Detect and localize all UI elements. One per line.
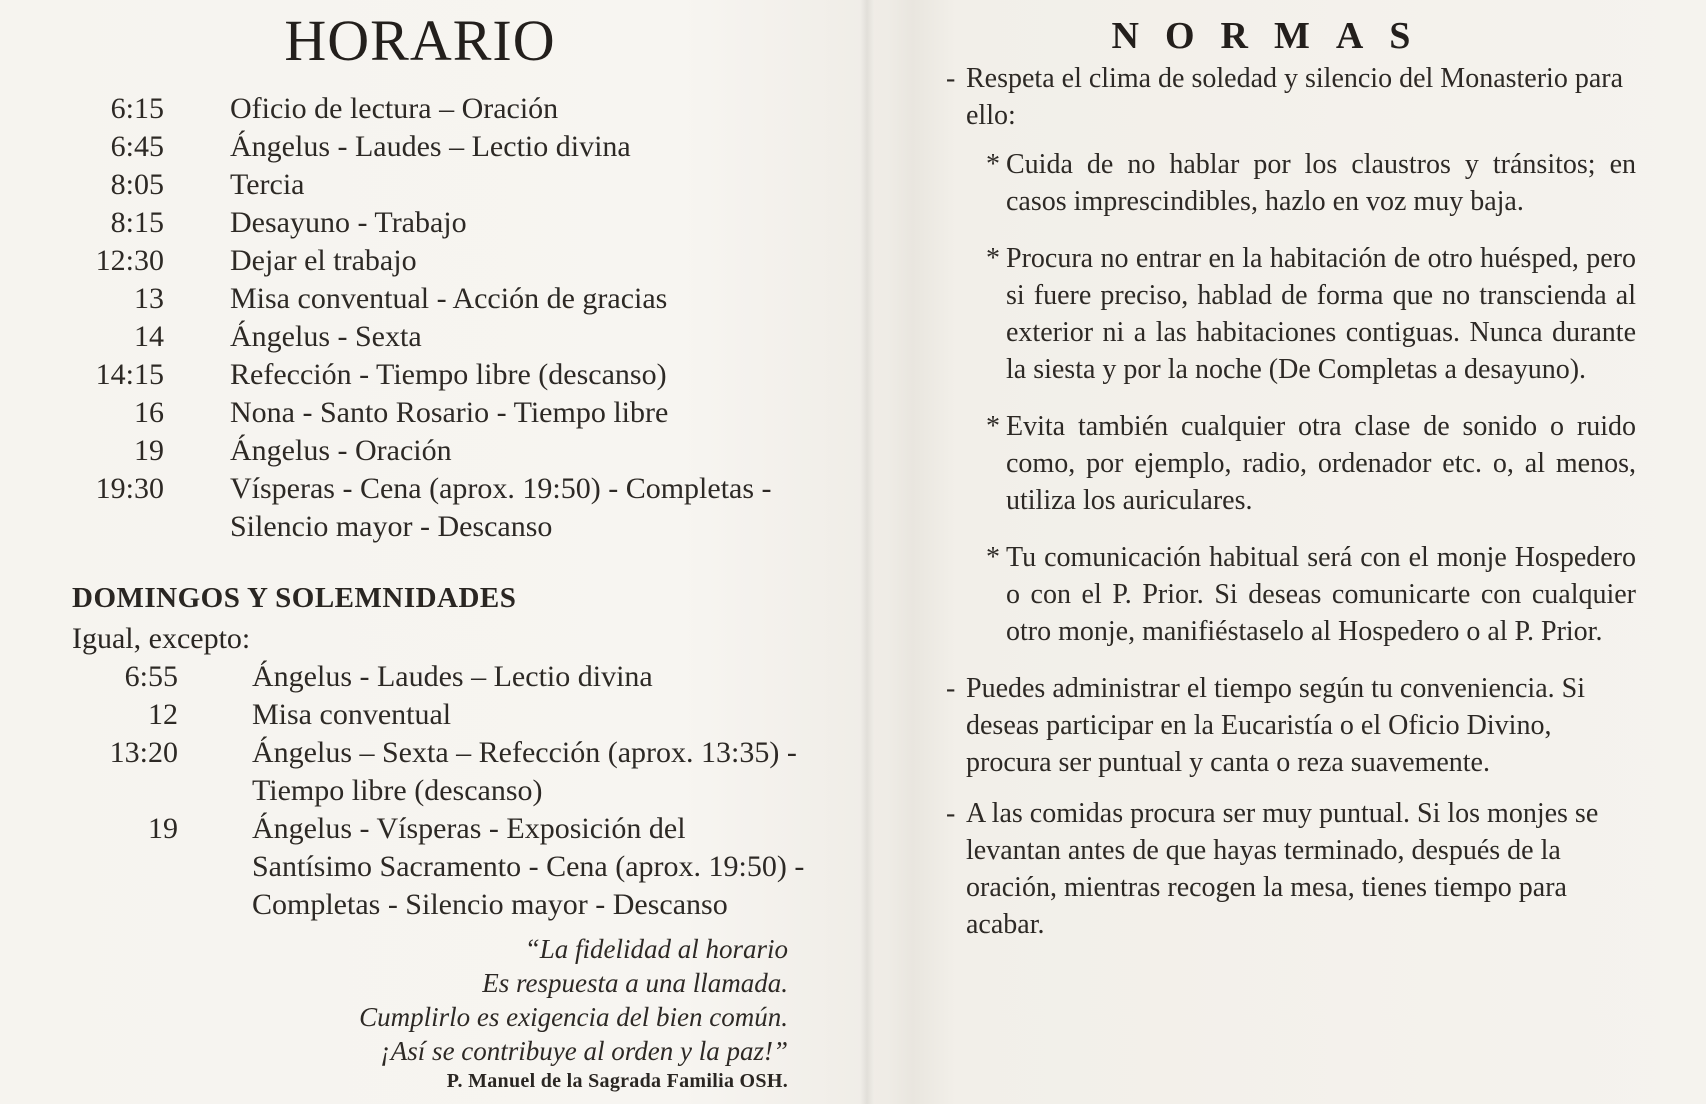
sub-rule bbox=[966, 408, 1636, 519]
sub-rule bbox=[966, 240, 1636, 388]
schedule-row bbox=[62, 90, 822, 128]
schedule-time bbox=[72, 848, 182, 886]
normas-title: NORMAS bbox=[1111, 15, 1437, 57]
quote-line: Es respuesta a una llamada. bbox=[482, 968, 788, 998]
schedule-activity: Ángelus – Sexta – Refección (aprox. 13:35) - bbox=[252, 736, 797, 769]
weekday-schedule bbox=[62, 90, 822, 546]
schedule-row bbox=[72, 886, 832, 924]
schedule-row bbox=[62, 128, 822, 166]
schedule-row bbox=[62, 470, 822, 508]
schedule-time: 14 bbox=[134, 320, 164, 353]
schedule-time: 19:30 bbox=[95, 472, 164, 505]
schedule-activity: Desayuno - Trabajo bbox=[230, 206, 467, 239]
schedule-activity: Ángelus - Sexta bbox=[230, 320, 422, 353]
sub-rule bbox=[966, 539, 1636, 650]
schedule-activity: Ángelus - Laudes – Lectio divina bbox=[230, 130, 631, 163]
schedule-row bbox=[72, 658, 832, 696]
schedule-time bbox=[72, 886, 182, 924]
sub-rule bbox=[966, 146, 1636, 220]
schedule-activity: Ángelus - Oración bbox=[230, 434, 452, 467]
schedule-time: 19 bbox=[148, 812, 178, 845]
quote bbox=[268, 932, 788, 1068]
sub-rule-text: Cuida de no hablar por los claustros y tránsitos; en casos imprescindibles, hazlo en voz muy baja. bbox=[1006, 149, 1636, 217]
schedule-activity: Refección - Tiempo libre (descanso) bbox=[230, 358, 667, 391]
schedule-time: 13:20 bbox=[109, 736, 178, 769]
schedule-time: 12:30 bbox=[95, 244, 164, 277]
schedule-time: 12 bbox=[148, 698, 178, 731]
schedule-activity: Vísperas - Cena (aprox. 19:50) - Completas - bbox=[230, 472, 772, 505]
schedule-time: 6:45 bbox=[110, 130, 164, 163]
dash-bullet: - bbox=[946, 673, 956, 704]
schedule-time: 8:15 bbox=[110, 206, 164, 239]
rules-list bbox=[946, 60, 1636, 957]
horario-title: HORARIO bbox=[284, 8, 556, 73]
schedule-row bbox=[62, 356, 822, 394]
schedule-activity: Ángelus - Vísperas - Exposición del bbox=[252, 812, 686, 845]
dash-bullet: - bbox=[946, 798, 956, 829]
schedule-activity: Silencio mayor - Descanso bbox=[230, 510, 553, 543]
sub-rule-text: Procura no entrar en la habitación de otro huésped, pero si fuere preciso, hablad de forma que no transcienda al exterior ni a las habitaciones contiguas. Nunca durante la siesta y por la noche (De Completas a desayuno). bbox=[1006, 243, 1636, 385]
quote-author: P. Manuel de la Sagrada Familia OSH. bbox=[446, 1070, 788, 1092]
schedule-row bbox=[62, 166, 822, 204]
schedule-row bbox=[62, 432, 822, 470]
schedule-row bbox=[72, 696, 832, 734]
schedule-activity: Completas - Silencio mayor - Descanso bbox=[252, 888, 728, 921]
rule-text: A las comidas procura ser muy puntual. Si los monjes se levantan antes de que hayas terminado, después de la oración, mientras recogen la mesa, tienes tiempo para acabar. bbox=[966, 798, 1599, 940]
star-bullet: * bbox=[986, 243, 1000, 274]
schedule-row bbox=[72, 810, 832, 848]
normas-page bbox=[874, 0, 1706, 1104]
schedule-row bbox=[62, 508, 822, 546]
quote-line: ¡Así se contribuye al orden y la paz!” bbox=[380, 1036, 788, 1066]
rule-meals bbox=[946, 795, 1636, 943]
schedule-row bbox=[72, 772, 832, 810]
schedule-row bbox=[62, 242, 822, 280]
schedule-activity: Tercia bbox=[230, 168, 305, 201]
sub-rule-text: Tu comunicación habitual será con el monje Hospedero o con el P. Prior. Si deseas comunicarte con cualquier otro monje, manifiéstaselo al Hospedero o al P. Prior. bbox=[1006, 542, 1636, 647]
schedule-time: 13 bbox=[134, 282, 164, 315]
schedule-activity: Misa conventual - Acción de gracias bbox=[230, 282, 668, 315]
schedule-row bbox=[62, 280, 822, 318]
rule-silence bbox=[946, 60, 1636, 650]
schedule-time bbox=[62, 508, 168, 546]
rule-time bbox=[946, 670, 1636, 781]
schedule-activity: Oficio de lectura – Oración bbox=[230, 92, 559, 125]
schedule-time: 19 bbox=[134, 434, 164, 467]
star-bullet: * bbox=[986, 149, 1000, 180]
sunday-schedule bbox=[72, 658, 832, 924]
dash-bullet: - bbox=[946, 63, 956, 94]
rule-text: Puedes administrar el tiempo según tu conveniencia. Si deseas participar en la Eucaristía o el Oficio Divino, procura ser puntual y canta o reza suavemente. bbox=[966, 673, 1585, 778]
schedule-activity: Nona - Santo Rosario - Tiempo libre bbox=[230, 396, 669, 429]
schedule-time: 8:05 bbox=[110, 168, 164, 201]
schedule-time: 14:15 bbox=[95, 358, 164, 391]
schedule-activity: Tiempo libre (descanso) bbox=[252, 774, 543, 807]
schedule-time: 16 bbox=[134, 396, 164, 429]
schedule-time: 6:55 bbox=[124, 660, 178, 693]
schedule-activity: Santísimo Sacramento - Cena (aprox. 19:50) - bbox=[252, 850, 805, 883]
star-bullet: * bbox=[986, 411, 1000, 442]
sunday-heading: DOMINGOS Y SOLEMNIDADES bbox=[72, 582, 517, 614]
schedule-row bbox=[72, 848, 832, 886]
star-bullet: * bbox=[986, 542, 1000, 573]
schedule-row bbox=[72, 734, 832, 772]
quote-line: Cumplirlo es exigencia del bien común. bbox=[359, 1002, 788, 1032]
schedule-activity: Ángelus - Laudes – Lectio divina bbox=[252, 660, 653, 693]
rule-text: Respeta el clima de soledad y silencio del Monasterio para ello: bbox=[966, 63, 1624, 131]
schedule-row bbox=[62, 204, 822, 242]
schedule-activity: Dejar el trabajo bbox=[230, 244, 417, 277]
schedule-time bbox=[72, 772, 182, 810]
page-fold bbox=[860, 0, 874, 1104]
quote-line: “La fidelidad al horario bbox=[524, 934, 788, 964]
sunday-subheading: Igual, excepto: bbox=[72, 622, 251, 655]
schedule-time: 6:15 bbox=[110, 92, 164, 125]
schedule-row bbox=[62, 318, 822, 356]
schedule-row bbox=[62, 394, 822, 432]
schedule-activity: Misa conventual bbox=[252, 698, 452, 731]
sub-rule-text: Evita también cualquier otra clase de sonido o ruido como, por ejemplo, radio, ordenador etc. o, al menos, utiliza los auriculares. bbox=[1006, 411, 1636, 516]
